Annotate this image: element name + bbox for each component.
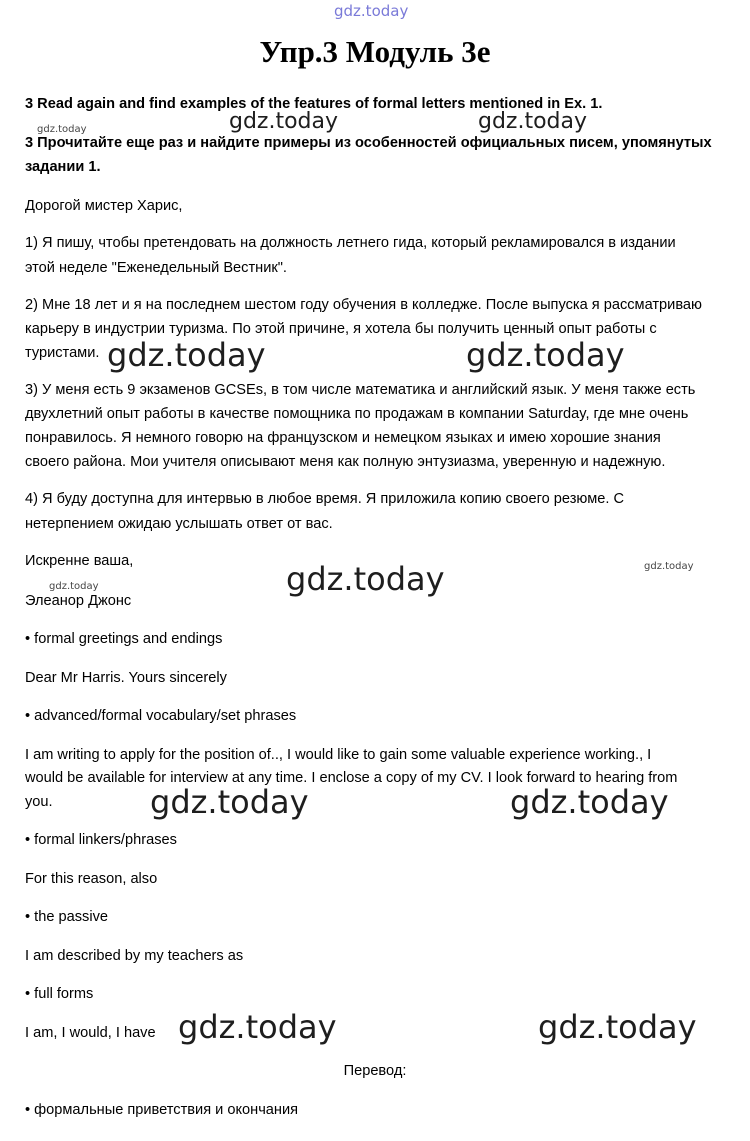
- feature-item: • full forms: [25, 986, 94, 1002]
- letter-greeting: Дорогой мистер Харис,: [25, 198, 183, 214]
- paragraph-3-line: понравилось. Я немного говорю на французском и немецком языках и имею хорошие знания: [25, 430, 661, 446]
- translation-heading: Перевод:: [343, 1063, 407, 1079]
- task-russian-line: 3 Прочитайте еще раз и найдите примеры из особенностей официальных писем, упомянутых: [25, 135, 712, 151]
- watermark: gdz.today: [478, 109, 588, 134]
- letter-signature: Элеанор Джонс: [25, 593, 132, 609]
- paragraph-4-line: 4) Я буду доступна для интервью в любое время. Я приложила копию своего резюме. С: [25, 491, 624, 507]
- feature-example-line: you.: [25, 794, 53, 810]
- paragraph-1-line: этой неделе "Еженедельный Вестник".: [25, 260, 287, 276]
- watermark: gdz.today: [510, 783, 669, 821]
- translation-item: • формальные приветствия и окончания: [25, 1102, 299, 1118]
- watermark-small: gdz.today: [644, 561, 694, 572]
- feature-example-line: I am writing to apply for the position of.., I would like to gain some valuable experience working., I: [25, 747, 652, 763]
- page-title: Упр.3 Модуль 3е: [259, 34, 491, 69]
- paragraph-3-line: двухлетний опыт работы в качестве помощника по продажам в компании Saturday, где мне очень: [25, 406, 689, 422]
- task-english: 3 Read again and find examples of the features of formal letters mentioned in Ex. 1.: [25, 96, 603, 112]
- feature-example: I am, I would, I have: [25, 1025, 156, 1041]
- feature-example: For this reason, also: [25, 871, 158, 887]
- paragraph-3-line: 3) У меня есть 9 экзаменов GCSEs, в том числе математика и английский язык. У меня также есть: [25, 382, 696, 398]
- watermark: gdz.today: [178, 1008, 337, 1046]
- paragraph-1-line: 1) Я пишу, чтобы претендовать на должность летнего гида, который рекламировался в издании: [25, 235, 676, 251]
- feature-item: • the passive: [25, 909, 108, 925]
- task-russian-line: задании 1.: [25, 159, 101, 175]
- paragraph-2-line: туристами.: [25, 345, 100, 361]
- watermark-top: gdz.today: [334, 2, 409, 20]
- watermark: gdz.today: [229, 109, 339, 134]
- feature-example: Dear Mr Harris. Yours sincerely: [25, 670, 227, 686]
- watermark-small: gdz.today: [37, 124, 87, 135]
- letter-closing: Искренне ваша,: [25, 553, 134, 569]
- watermark-small: gdz.today: [49, 581, 99, 592]
- watermark: gdz.today: [150, 783, 309, 821]
- watermark: gdz.today: [107, 336, 266, 374]
- watermark: gdz.today: [538, 1008, 697, 1046]
- feature-item: • formal greetings and endings: [25, 631, 223, 647]
- feature-item: • advanced/formal vocabulary/set phrases: [25, 708, 297, 724]
- feature-example: I am described by my teachers as: [25, 948, 244, 964]
- paragraph-3-line: своего района. Мои учителя описывают меня как полную энтузиазма, уверенную и надежную.: [25, 454, 666, 470]
- watermark: gdz.today: [466, 336, 625, 374]
- paragraph-2-line: 2) Мне 18 лет и я на последнем шестом году обучения в колледже. После выпуска я рассматриваю: [25, 297, 702, 313]
- paragraph-2-line: карьеру в индустрии туризма. По этой причине, я хотела бы получить ценный опыт работы с: [25, 321, 657, 337]
- feature-item: • formal linkers/phrases: [25, 832, 177, 848]
- watermark: gdz.today: [286, 560, 445, 598]
- paragraph-4-line: нетерпением ожидаю услышать ответ от вас.: [25, 516, 333, 532]
- feature-example-line: would be available for interview at any time. I enclose a copy of my CV. I look forward to hearing from: [25, 770, 678, 786]
